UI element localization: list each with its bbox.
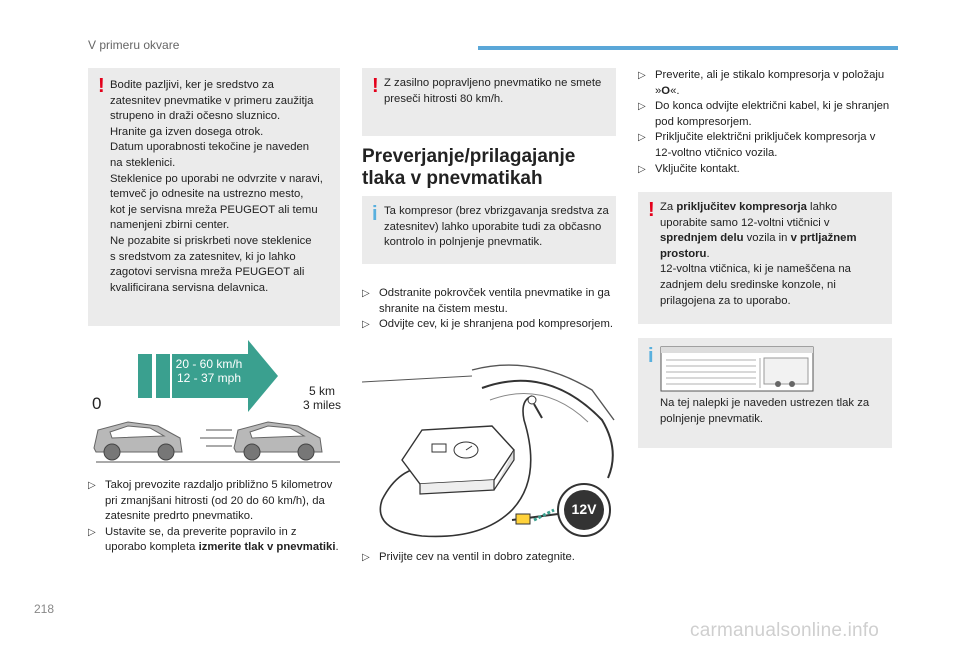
section-title (362, 146, 612, 190)
list-item (638, 130, 892, 161)
list-item (638, 99, 892, 130)
distance-label (292, 384, 352, 412)
warning-exclamation-icon: ! (98, 75, 105, 97)
sealant-warning-box (88, 68, 340, 326)
distance-km: 5 km (308, 384, 335, 398)
list-item (638, 162, 892, 178)
page-header-bar (478, 46, 898, 50)
list-item-text: Do konca odvijte električni kabel, ki je shranjen pod kompresorjem. (655, 100, 890, 128)
arrow-bullet-icon: ▷ (88, 480, 96, 491)
list-item-emphasis: O (661, 84, 671, 97)
page-number: 218 (34, 602, 55, 616)
list-item-emphasis: izmerite tlak v pnevmatiki (198, 541, 336, 554)
socket-warning-text (660, 200, 886, 309)
info-icon: i (648, 345, 654, 367)
section-title-line: Preverjanje/prilagajanje (362, 146, 576, 167)
warning-line: strupeno in draži očesno sluznico. (110, 110, 281, 123)
pressure-label-info-text: Na tej nalepki je naveden ustrezen tlak za polnjenje pnevmatik. (660, 397, 870, 425)
warning-text: vozila in (743, 232, 791, 245)
compressor-info-text: Ta kompresor (brez vbrizgavanja sredstva za zatesnitev) lahko uporabite tudi za občasno kontrolo in polnjenje pnevmatik. (384, 205, 609, 249)
list-item-text: Privijte cev na ventil in dobro zategnite. (379, 551, 575, 563)
speed-limit-warning-text: Z zasilno popravljeno pnevmatiko ne smete preseči hitrosti 80 km/h. (384, 77, 602, 105)
arrow-bullet-icon: ▷ (638, 101, 646, 113)
list-item (362, 550, 616, 566)
list-item-text: Odvijte cev, ki je shranjena pod kompresorjem. (379, 318, 613, 331)
socket-warning-box (638, 192, 892, 324)
section-title-line: tlaka v pnevmatikah (362, 168, 543, 189)
warning-line: na steklenici. (110, 156, 176, 169)
arrow-bullet-icon: ▷ (638, 163, 646, 175)
list-item-text: «. (670, 84, 680, 97)
warning-emphasis: v prtljažnem prostoru (660, 232, 857, 260)
warning-line: zatesnitev pnevmatike v primeru zaužitja (110, 94, 314, 107)
warning-text: lahko uporabite samo 12-voltni vtičnici v (660, 201, 838, 229)
arrow-bullet-icon: ▷ (362, 552, 370, 563)
tyre-pressure-sticker-illustration (660, 346, 814, 392)
warning-line: s sredstvom za zatesnitev, ki jo lahko (110, 250, 296, 263)
warning-line: namenjeni zbirni center. (110, 219, 230, 232)
list-item (638, 68, 892, 99)
warning-emphasis: priključitev kompresorja (676, 201, 807, 213)
distance-miles: 3 miles (302, 398, 341, 412)
warning-line: Datum uporabnosti tekočine je naveden (110, 141, 310, 154)
warning-line: Steklenice po uporabi ne odvrzite v naravi, (110, 172, 323, 185)
arrow-bullet-icon: ▷ (88, 526, 96, 538)
info-icon: i (372, 203, 378, 225)
warning-line: zagotovi servisna mreža PEUGEOT ali (110, 266, 305, 279)
left-bullet-list (88, 478, 340, 556)
warning-emphasis: sprednjem delu (660, 232, 744, 245)
arrow-bullet-icon: ▷ (638, 132, 646, 144)
socket-warning-paragraph (660, 200, 886, 262)
speed-limit-warning-box (362, 68, 616, 136)
list-item-text: Vključite kontakt. (655, 162, 740, 175)
warning-text: . (706, 247, 710, 260)
speed-kmh: 20 - 60 km/h (175, 357, 243, 371)
middle-bottom-bullet-list (362, 550, 616, 566)
list-item-text: Priključite električni priključek kompresorja v 12-voltno vtičnico vozila. (655, 131, 876, 159)
arrow-bullet-icon: ▷ (638, 70, 646, 81)
arrow-bullet-icon: ▷ (362, 319, 370, 331)
pressure-label-info-box (638, 338, 892, 448)
compressor-info-box (362, 196, 616, 264)
middle-bullet-list (362, 286, 616, 333)
warning-exclamation-icon: ! (648, 199, 655, 221)
socket-warning-note: 12-voltna vtičnica, ki je nameščena na zadnjem delu sredinske konzole, ni prilagojena za to uporabo. (660, 263, 851, 307)
warning-exclamation-icon: ! (372, 75, 379, 97)
socket-label-12v: 12V (571, 501, 597, 517)
speed-range-label (172, 357, 246, 385)
list-item-text: . (335, 541, 339, 554)
sealant-warning-text (110, 78, 334, 296)
right-bullet-list (638, 68, 892, 177)
arrow-bullet-icon: ▷ (362, 288, 370, 299)
list-item (88, 525, 340, 556)
start-distance-label: 0 (92, 394, 102, 413)
warning-text: Za (660, 201, 677, 213)
list-item (362, 317, 616, 333)
warning-line: Hranite ga izven dosega otrok. (110, 125, 264, 138)
list-item (362, 286, 616, 317)
list-item-text: Odstranite pokrovček ventila pnevmatike in ga shranite na čistem mestu. (379, 287, 611, 315)
warning-line: kvalificirana servisna delavnica. (110, 281, 269, 294)
warning-line: temveč jo odnesite na ustrezno mesto, (110, 188, 304, 201)
watermark: carmanualsonline.info (690, 620, 880, 641)
list-item-text: Ustavite se, da preverite popravilo in z uporabo kompleta (105, 525, 297, 554)
speed-mph: 12 - 37 mph (176, 371, 242, 385)
warning-line: kot je servisna mreža PEUGEOT ali temu (110, 203, 318, 216)
list-item-text: Takoj prevozite razdaljo približno 5 kilometrov pri zmanjšani hitrosti (od 20 do 60 km/h), da zatesnite predrto pnevmatiko. (105, 479, 333, 523)
list-item-text: Preverite, ali je stikalo kompresorja v položaju » (655, 69, 885, 97)
warning-line: Bodite pazljivi, ker je sredstvo za (110, 79, 274, 91)
warning-line: Ne pozabite si priskrbeti nove steklenice (110, 234, 312, 247)
page-header-title: V primeru okvare (88, 38, 180, 52)
list-item (88, 478, 340, 525)
